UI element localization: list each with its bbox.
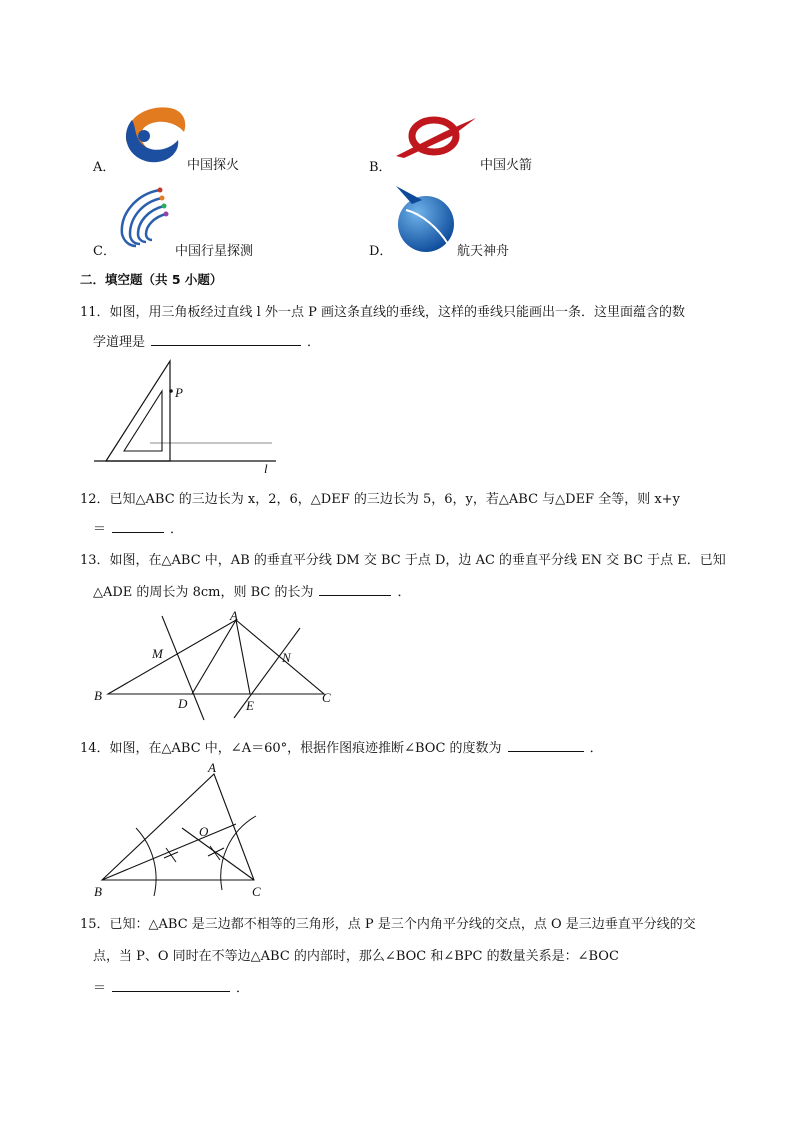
q13-label-n: N [282,650,291,665]
q13-figure [88,606,348,724]
q15-answer-blank[interactable] [112,979,230,992]
option-b-letter: B． [369,160,392,175]
q13-label-e: E [246,698,254,713]
arc-mark-left [164,848,178,862]
q13-label-a: A [230,608,238,623]
perpendicular-bisector-en [234,628,300,718]
option-c-caption: 中国行星探测 [175,244,254,259]
q12-line-2-prefix: ＝ [93,522,107,537]
q14-label-a: A [208,760,216,775]
q11-label-p: P [175,385,183,400]
segment-co [182,828,254,880]
q15-line-3-suffix: ． [236,981,250,996]
set-square-outer [106,361,170,461]
q11-answer-blank[interactable] [151,333,301,346]
q11-figure [90,355,290,475]
shenzhou-spaceflight-logo-icon [392,184,460,254]
q14-answer-blank[interactable] [508,739,584,752]
q12-line-1: 12．已知△ABC 的三边长为 x，2，6，△DEF 的三边长为 5，6，y，若△ABC 与△DEF 全等，则 x+y [80,492,680,507]
q14-label-o: O [199,824,209,839]
q11-line-1: 11．如图，用三角板经过直线 l 外一点 P 画这条直线的垂线，这样的垂线只能画出一条．这里面蕴含的数 [80,305,685,320]
q14-label-b: B [94,884,102,899]
option-d-letter: D． [369,244,393,259]
q13-label-d: D [178,696,188,711]
option-a-letter: A． [93,160,116,175]
q14-line-1 [80,737,603,756]
q11-line-2-suffix: ． [307,335,321,350]
option-a-caption: 中国探火 [187,158,240,173]
section-heading: 二．填空题（共 5 小题） [80,272,223,287]
q11-line-2-prefix: 学道理是 [93,335,146,350]
china-mars-exploration-logo-icon [118,100,188,166]
q13-answer-blank[interactable] [319,583,391,596]
segment-ad [192,620,236,694]
q15-line-1: 15．已知：△ABC 是三边都不相等的三角形，点 P 是三个内角平分线的交点，点 O 是三边垂直平分线的交 [80,917,696,932]
q13-label-b: B [94,688,102,703]
q14-label-c: C [252,884,261,899]
triangle-abc [108,620,324,694]
q13-line-2 [93,581,410,600]
q15-line-3 [93,977,249,996]
q13-line-2-prefix: △ADE 的周长为 8cm，则 BC 的长为 [93,585,314,600]
option-b-caption: 中国火箭 [480,158,533,173]
point-p [169,389,173,393]
q15-line-3-prefix: ＝ [93,981,107,996]
q13-line-1: 13．如图，在△ABC 中，AB 的垂直平分线 DM 交 BC 于点 D，边 AC 的垂直平分线 EN 交 BC 于点 E．已知 [80,553,726,568]
q11-label-l: l [264,461,268,475]
option-d-caption: 航天神舟 [457,244,510,259]
q11-line-2 [93,331,320,350]
q15-line-2: 点，当 P、O 同时在不等边△ABC 的内部时，那么∠BOC 和∠BPC 的数量关系是：∠BOC [93,949,619,964]
set-square-inner [124,391,162,451]
q14-line-1-prefix: 14．如图，在△ABC 中，∠A＝60°，根据作图痕迹推断∠BOC 的度数为 [80,741,502,756]
compass-arc-right [221,816,256,890]
q12-answer-blank[interactable] [112,520,164,533]
q14-figure [86,756,286,902]
q12-line-2 [93,518,183,537]
segment-ae [236,620,250,694]
q13-line-2-suffix: ． [397,585,411,600]
q14-line-1-suffix: ． [589,741,603,756]
china-rocket-logo-icon [394,112,478,162]
q12-line-2-suffix: ． [170,522,184,537]
q13-label-m: M [152,646,163,661]
china-planetary-exploration-logo-icon [116,184,176,250]
q13-label-c: C [322,690,331,705]
option-c-letter: C． [93,244,116,259]
